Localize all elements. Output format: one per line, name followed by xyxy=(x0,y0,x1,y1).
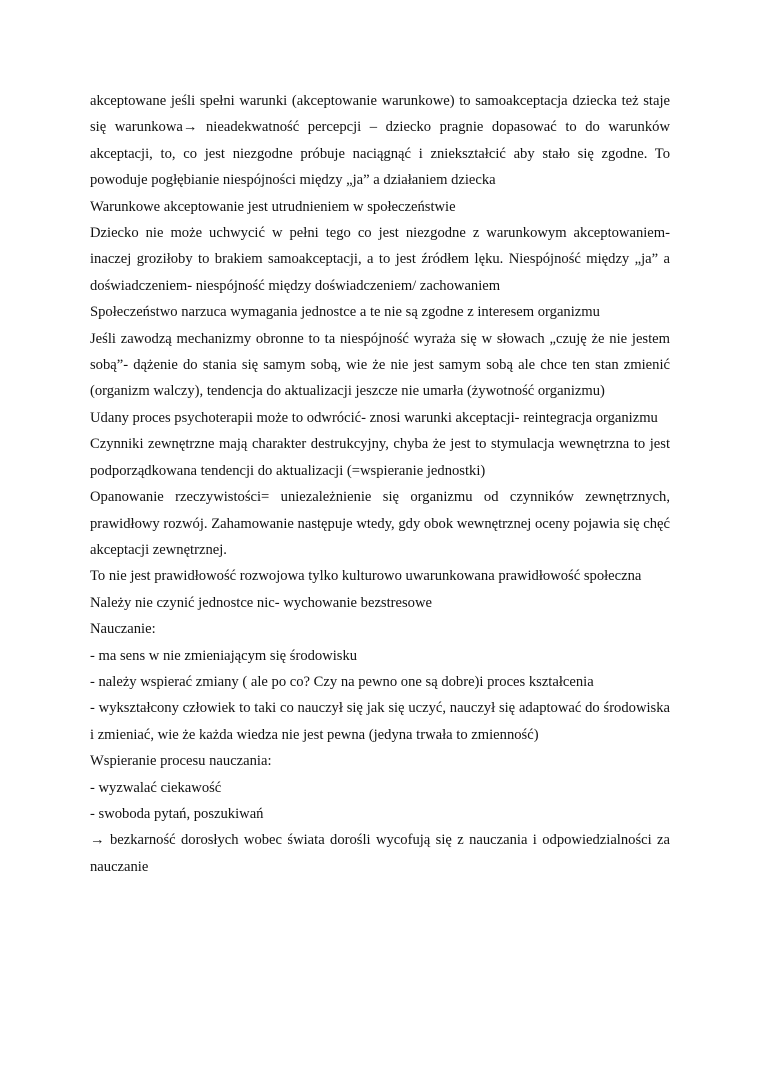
list-item-support-2: - swoboda pytań, poszukiwań xyxy=(90,805,264,822)
paragraph-mastering-reality: Opanowanie rzeczywistości= uniezależnienie się organizmu od czynników zewnętrznych, prawidłowy rozwój. Zahamowanie następuje wtedy, gdy obok wewnętrznej oceny pojawia się chęć akceptacji zewnętrznej. xyxy=(90,489,670,558)
paragraph-external-factors: Czynniki zewnętrzne mają charakter destrukcyjny, chyba że jest to stymulacja wewnętrzna to jest podporządkowana tendencji do aktualizacji (=wspieranie jednostki) xyxy=(90,436,670,479)
list-item-teaching-2: - należy wspierać zmiany ( ale po co? Czy na pewno one są dobre)i proces kształcenia xyxy=(90,673,594,690)
paragraph-social-regularity: To nie jest prawidłowość rozwojowa tylko kulturowo uwarunkowana prawidłowość społeczna xyxy=(90,568,642,585)
list-item-teaching-1: - ma sens w nie zmieniającym się środowisku xyxy=(90,647,358,664)
list-item-support-1: - wyzwalać ciekawość xyxy=(90,779,222,796)
paragraph-defense-mechanisms: Jeśli zawodzą mechanizmy obronne to ta niespójność wyraża się w słowach „czuję że nie jestem sobą”- dążenie do stania się samym sobą, wie że nie jest samym sobą ale chce ten stan zmienić (organizm walczy), tendencja do aktualizacji jeszcze nie umarła (żywotność organizmu) xyxy=(90,330,670,400)
list-item-teaching-3: - wykształcony człowiek to taki co nauczył się jak się uczyć, nauczył się adaptować do środowiska i zmieniać, wie że każda wiedza nie jest pewna (jedyna trwała to zmienność) xyxy=(90,700,670,743)
document-page xyxy=(90,88,670,880)
paragraph-psychotherapy: Udany proces psychoterapii może to odwrócić- znosi warunki akceptacji- reintegracja organizmu xyxy=(90,409,658,426)
paragraph-conditional-acceptance-society: Warunkowe akceptowanie jest utrudnieniem w społeczeństwie xyxy=(90,198,456,215)
heading-teaching: Nauczanie: xyxy=(90,621,156,638)
paragraph-adult-impunity: → bezkarność dorosłych wobec świata dorośli wycofują się z nauczania i odpowiedzialności za nauczanie xyxy=(90,832,670,875)
paragraph-society-demands: Społeczeństwo narzuca wymagania jednostce a te nie są zgodne z interesem organizmu xyxy=(90,304,600,321)
heading-supporting-teaching: Wspieranie procesu nauczania: xyxy=(90,753,272,770)
paragraph-stress-free-upbringing: Należy nie czynić jednostce nic- wychowanie bezstresowe xyxy=(90,594,432,611)
paragraph-conditional-acceptance: akceptowane jeśli spełni warunki (akceptowanie warunkowe) to samoakceptacja dziecka też staje się warunkowa→ nieadekwatność percepcji – dziecko pragnie dopasować to do warunków akceptacji, to, co jest niezgodne próbuje naciągnąć i zniekształcić aby stało się zgodne. To powoduje pogłębianie niespójności między „ja” a działaniem dziecka xyxy=(90,93,670,189)
paragraph-child-incongruence: Dziecko nie może uchwycić w pełni tego co jest niezgodne z warunkowym akceptowaniem- inaczej groziłoby to brakiem samoakceptacji, a to jest źródłem lęku. Niespójność między „ja” a doświadczeniem- niespójność między doświadczeniem/ zachowaniem xyxy=(90,225,670,294)
